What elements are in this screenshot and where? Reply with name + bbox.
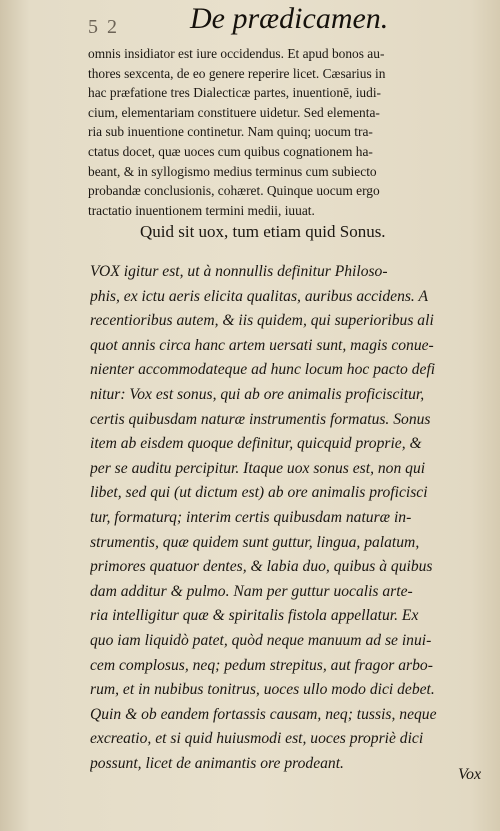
text-line: per se auditu percipitur. Itaque uox sonus est, non qui <box>90 459 426 477</box>
text-line: omnis insidiator est iure occidendus. Et apud bonos au- <box>88 46 385 61</box>
text-line: rum, et in nubibus tonitrus, uoces ullo modo dici debet. <box>90 681 435 699</box>
text-line: dam additur & pulmo. Nam per guttur uocalis arte- <box>90 582 413 600</box>
text-line: possunt, licet de animantis ore prodeant. <box>90 754 344 772</box>
text-line: beant, & in syllogismo medius terminus cum subiecto <box>88 163 377 179</box>
catchword: Vox <box>458 766 482 783</box>
text-line: ctatus docet, quæ uoces cum quibus cognationem ha- <box>88 143 373 159</box>
running-head: De prædicamen. <box>190 2 389 35</box>
text-line: libet, sed qui (ut dictum est) ab ore animalis proficisci <box>90 484 428 502</box>
text-line: thores sexcenta, de eo genere reperire licet. Cæsarius in <box>88 65 386 81</box>
text-line: cem complosus, neq; pedum strepitus, aut fragor arbo- <box>90 656 433 674</box>
text-line: strumentis, quæ quidem sunt guttur, lingua, palatum, <box>90 533 420 551</box>
text-line: hac præfatione tres Dialecticæ partes, inuentionē, iudi- <box>88 85 382 101</box>
text-line: recentioribus autem, & iis quidem, qui superioribus ali <box>90 312 434 330</box>
page-number: 5 2 <box>88 16 119 38</box>
text-line: quot annis circa hanc artem uersati sunt, magis conue- <box>90 336 434 354</box>
text-line: probandæ conclusionis, cohæret. Quinque uocum ergo <box>88 183 380 199</box>
text-line: nienter accommodateque ad hunc locum hoc pacto defi <box>90 361 436 379</box>
text-line: quo iam liquidò patet, quòd neque manuum ad se inui- <box>90 631 432 649</box>
text-line: phis, ex ictu aeris elicita qualitas, auribus accidens. A <box>90 287 428 305</box>
text-line: ria intelligitur quæ & spiritalis fistola appellatur. Ex <box>90 607 419 625</box>
italic-paragraph <box>90 260 488 776</box>
text-line: tur, formaturq; interim certis quibusdam naturæ in- <box>90 508 412 526</box>
text-line: item ab eisdem quoque definitur, quicquid proprie, & <box>90 435 422 453</box>
text-line: certis quibusdam naturæ instrumentis formatus. Sonus <box>90 410 431 428</box>
text-line: tractatio inuentionem termini medii, iuuat. <box>88 202 315 218</box>
text-line: ria sub inuentione continetur. Nam quinq; uocum tra- <box>88 124 373 140</box>
text-line: cium, elementariam constituere uidetur. Sed elementa- <box>88 104 380 120</box>
roman-paragraph <box>88 44 488 220</box>
text-line: VOX igitur est, ut à nonnullis definitur Philoso- <box>90 263 388 280</box>
section-heading: Quid sit uox, tum etiam quid Sonus. <box>140 222 386 241</box>
text-line: primores quatuor dentes, & labia duo, quibus à quibus <box>90 558 433 576</box>
text-line: excreatio, et si quid huiusmodi est, uoces propriè dici <box>90 730 424 748</box>
text-line: Quin & ob eandem fortassis causam, neq; tussis, neque <box>90 705 437 723</box>
text-line: nitur: Vox est sonus, qui ab ore animalis proficiscitur, <box>90 385 425 403</box>
